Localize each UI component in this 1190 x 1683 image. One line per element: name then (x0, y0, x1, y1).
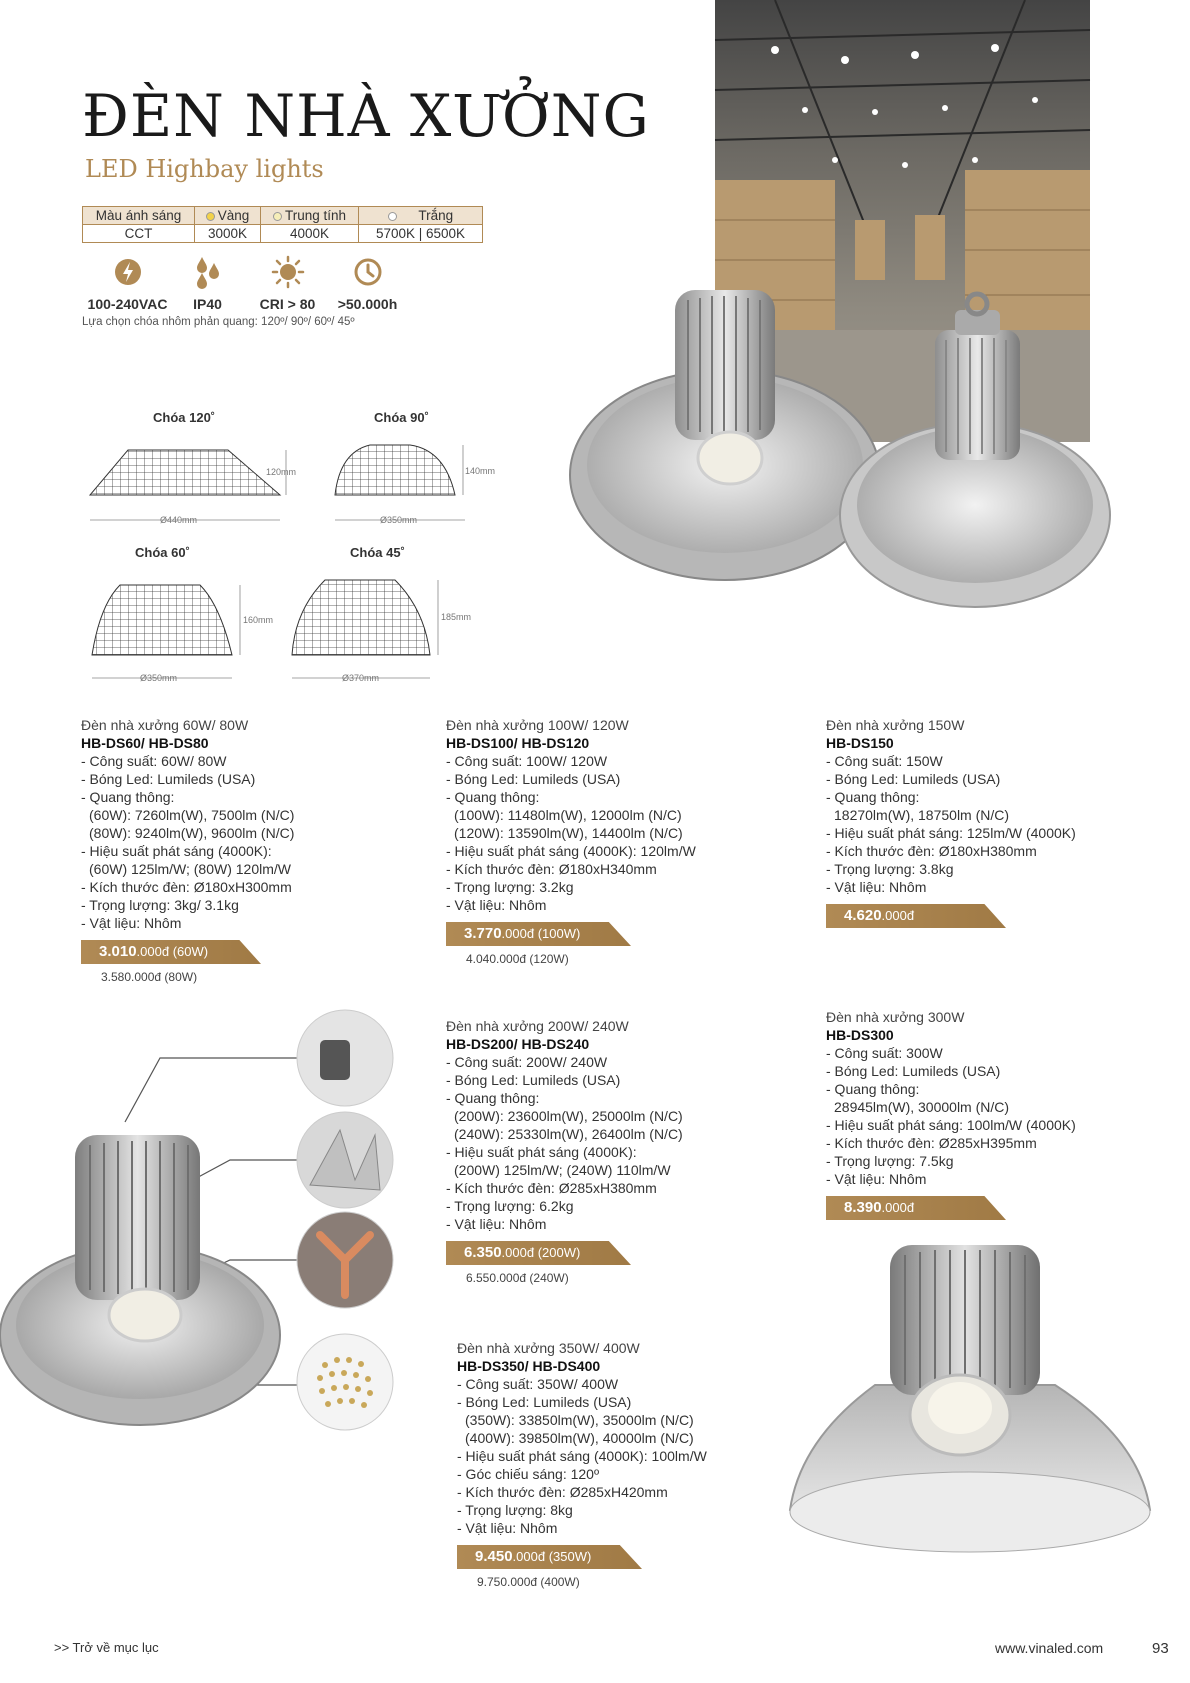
page-number: 93 (1152, 1640, 1169, 1657)
price-tag: 3.010.000đ (60W) (81, 940, 391, 964)
price-tag: 8.390.000đ (826, 1196, 1146, 1220)
svg-text:Ø440mm: Ø440mm (160, 515, 198, 525)
reflector-120-diagram (90, 450, 296, 525)
spec-lifetime: >50.000h (320, 254, 415, 312)
product-150w: Đèn nhà xưởng 150W HB-DS150 - Công suất: 150W - Bóng Led: Lumileds (USA) - Quang thông: 18270lm(W), 18750lm (N/C) - Hiệu suất phát sáng: 125lm/W (4000K) - Kích thước đèn: Ø180xH380mm - Trọng lượng: 3.8kg - Vật liệu: Nhôm 4.620.000đ (826, 716, 1146, 928)
color-temperature-table (82, 206, 483, 243)
table-cell: Trung tính (261, 207, 359, 225)
svg-text:Ø350mm: Ø350mm (140, 673, 178, 683)
product-code: HB-DS150 (826, 735, 894, 751)
reflector-90-diagram (335, 445, 495, 525)
price-tag: 4.620.000đ (826, 904, 1146, 928)
reflector-45-label: Chóa 45˚ (350, 545, 405, 560)
svg-text:120mm: 120mm (266, 467, 297, 477)
svg-text:Ø350mm: Ø350mm (380, 515, 418, 525)
reflector-diagrams (80, 430, 496, 683)
sub-price: 6.550.000đ (240W) (466, 1271, 569, 1285)
spec-cri: CRI > 80 (240, 254, 335, 312)
back-to-index-link[interactable]: >> Trở về mục lục (54, 1640, 159, 1655)
page-subtitle: LED Highbay lights (85, 155, 324, 183)
product-name: Đèn nhà xưởng 300W (826, 1009, 965, 1025)
product-code: HB-DS100/ HB-DS120 (446, 735, 590, 751)
reflector-90-label: Chóa 90˚ (374, 410, 429, 425)
product-200w: Đèn nhà xưởng 200W/ 240W HB-DS200/ HB-DS240 - Công suất: 200W/ 240W - Bóng Led: Lumileds (USA) - Quang thông: (200W): 23600lm(W), 25000lm (N/C) (240W): 25330lm(W), 26400lm (N/C) - Hiệu suất phát sáng (4000K): (200W) 125lm/W; (240W) 110lm/W - Kích thước đèn: Ø285xH380mm - Trọng lượng: 6.2kg - Vật liệu: Nhôm 6.350.000đ (200W) 6.550.000đ (240W) (446, 1017, 766, 1287)
product-code: HB-DS60/ HB-DS80 (81, 735, 209, 751)
reflector-45-diagram (292, 580, 471, 683)
sub-price: 9.750.000đ (400W) (477, 1575, 580, 1589)
table-cell: 4000K (261, 225, 359, 243)
product-60w: Đèn nhà xưởng 60W/ 80W HB-DS60/ HB-DS80 - Công suất: 60W/ 80W - Bóng Led: Lumileds (USA) - Quang thông: (60W): 7260lm(W), 7500lm (N/C) (80W): 9240lm(W), 9600lm (N/C) - Hiệu suất phát sáng (4000K): (60W) 125lm/W; (80W) 120lm/W - Kích thước đèn: Ø180xH300mm - Trọng lượng: 3kg/ 3.1kg - Vật liệu: Nhôm 3.010.000đ (60W) 3.580.000đ (80W) (81, 716, 391, 986)
clock-icon (353, 257, 383, 287)
white-dot-icon (388, 212, 397, 221)
product-name: Đèn nhà xưởng 150W (826, 717, 965, 733)
svg-text:160mm: 160mm (243, 615, 274, 625)
product-100w: Đèn nhà xưởng 100W/ 120W HB-DS100/ HB-DS120 - Công suất: 100W/ 120W - Bóng Led: Lumileds (USA) - Quang thông: (100W): 11480lm(W), 12000lm (N/C) (120W): 13590lm(W), 14400lm (N/C) - Hiệu suất phát sáng (4000K): 120lm/W - Kích thước đèn: Ø180xH340mm - Trọng lượng: 3.2kg - Vật liệu: Nhôm 3.770.000đ (100W) 4.040.000đ (120W) (446, 716, 766, 968)
product-code: HB-DS200/ HB-DS240 (446, 1036, 590, 1052)
reflector-60-diagram (92, 585, 273, 683)
water-drops-icon (191, 255, 225, 289)
yellow-dot-icon (206, 212, 215, 221)
table-cell: 3000K (195, 225, 261, 243)
reflector-60-label: Chóa 60˚ (135, 545, 190, 560)
price-tag: 6.350.000đ (200W) (446, 1241, 766, 1265)
highbay-lamps-image (570, 290, 1150, 630)
product-code: HB-DS300 (826, 1027, 894, 1043)
table-cell: Màu ánh sáng (83, 207, 195, 225)
reflector-note: Lựa chọn chóa nhôm phản quang: 120º/ 90º/ 60º/ 45º (82, 316, 355, 328)
svg-text:140mm: 140mm (465, 466, 496, 476)
product-350w: Đèn nhà xưởng 350W/ 400W HB-DS350/ HB-DS400 - Công suất: 350W/ 400W - Bóng Led: Lumileds (USA) (350W): 33850lm(W), 35000lm (N/C) (400W): 39850lm(W), 40000lm (N/C) - Hiệu suất phát sáng (4000K): 100lm/W - Góc chiếu sáng: 120º - Kích thước đèn: Ø285xH420mm - Trọng lượng: 8kg - Vật liệu: Nhôm 9.450.000đ (350W) 9.750.000đ (400W) (457, 1339, 777, 1591)
svg-text:Ø370mm: Ø370mm (342, 673, 380, 683)
neutral-dot-icon (273, 212, 282, 221)
price-tag: 9.450.000đ (350W) (457, 1545, 777, 1569)
table-cell: Trắng (359, 207, 483, 225)
page-title: ĐÈN NHÀ XƯỞNG (82, 82, 650, 150)
product-name: Đèn nhà xưởng 350W/ 400W (457, 1340, 640, 1356)
sun-icon (271, 255, 305, 289)
price-tag: 3.770.000đ (100W) (446, 922, 766, 946)
product-300w: Đèn nhà xưởng 300W HB-DS300 - Công suất: 300W - Bóng Led: Lumileds (USA) - Quang thông: 28945lm(W), 30000lm (N/C) - Hiệu suất phát sáng: 100lm/W (4000K) - Kích thước đèn: Ø285xH395mm - Trọng lượng: 7.5kg - Vật liệu: Nhôm 8.390.000đ (826, 1008, 1146, 1220)
reflector-120-label: Chóa 120˚ (153, 410, 216, 425)
table-cell: Vàng (195, 207, 261, 225)
product-name: Đèn nhà xưởng 100W/ 120W (446, 717, 629, 733)
highbay-lamp-300w-image (780, 1240, 1160, 1590)
product-name: Đèn nhà xưởng 200W/ 240W (446, 1018, 629, 1034)
svg-text:185mm: 185mm (441, 612, 472, 622)
product-name: Đèn nhà xưởng 60W/ 80W (81, 717, 249, 733)
sub-price: 3.580.000đ (80W) (101, 970, 198, 984)
spec-ip: IP40 (160, 254, 255, 312)
table-cell: 5700K | 6500K (359, 225, 483, 243)
spec-voltage: 100-240VAC (80, 254, 175, 312)
table-cell: CCT (83, 225, 195, 243)
product-code: HB-DS350/ HB-DS400 (457, 1358, 601, 1374)
lamp-detail-image (0, 1010, 410, 1430)
website-link[interactable]: www.vinaled.com (995, 1640, 1104, 1656)
sub-price: 4.040.000đ (120W) (466, 952, 569, 966)
lightning-icon (113, 257, 143, 287)
